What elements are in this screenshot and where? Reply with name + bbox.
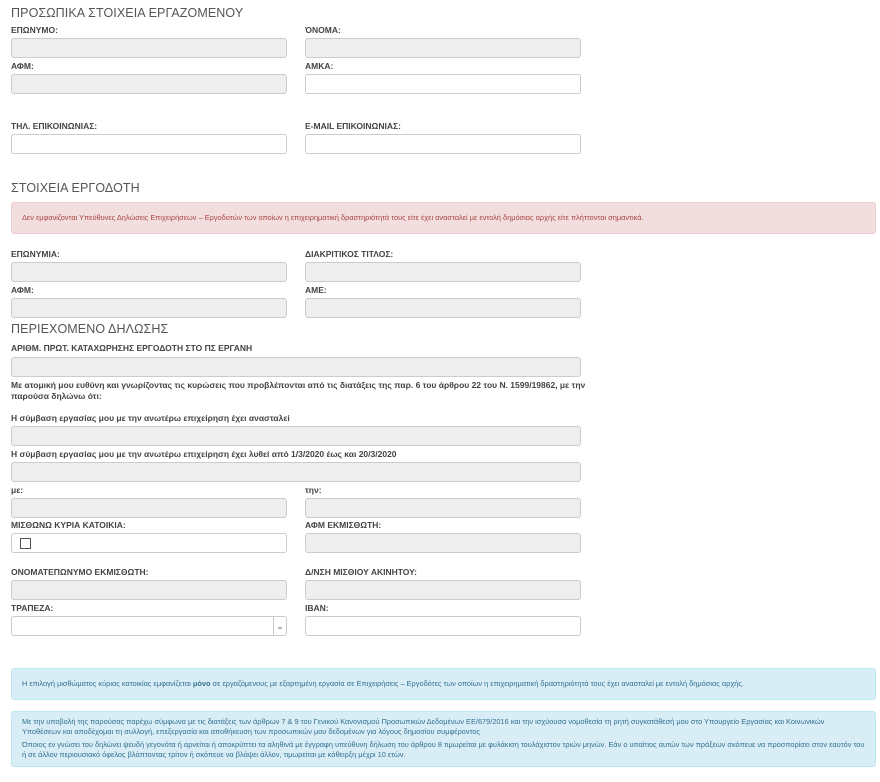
employer-ame-field[interactable]	[305, 298, 581, 318]
on-label: την:	[305, 485, 322, 495]
employer-name-label: ΕΠΩΝΥΜΙΑ:	[11, 249, 60, 259]
employee-email-label: E-MAIL ΕΠΙΚΟΙΝΩΝΙΑΣ:	[305, 121, 401, 131]
declaration-statement: Με ατομική μου ευθύνη και γνωρίζοντας τις κυρώσεις που προβλέπονται από τις διατάξεις της παρ. 6 του άρθρου 22 του Ν. 1599/19862, με την παρούσα δηλώνω ότι:	[11, 380, 586, 401]
iban-field[interactable]	[305, 616, 581, 636]
employee-phone-field[interactable]	[11, 134, 287, 154]
employer-afm-field[interactable]	[11, 298, 287, 318]
employee-email-field[interactable]	[305, 134, 581, 154]
employee-name-field[interactable]	[305, 38, 581, 58]
employer-section-heading: ΣΤΟΙΧΕΙΑ ΕΡΓΟΔΟΤΗ	[11, 181, 140, 195]
protocol-number-label: ΑΡΙΘΜ. ΠΡΩΤ. ΚΑΤΑΧΩΡΗΣΗΣ ΕΡΓΟΔΟΤΗ ΣΤΟ ΠΣ ΕΡΓΑΝΗ	[11, 343, 253, 353]
property-address-label: Δ/ΝΣΗ ΜΙΣΘΙΟΥ ΑΚΙΝΗΤΟΥ:	[305, 567, 418, 577]
contract-terminated-label: Η σύμβαση εργασίας μου με την ανωτέρω επιχείρηση έχει λυθεί από 1/3/2020 έως και 20/3/2020	[11, 449, 397, 459]
employee-afm-label: ΑΦΜ:	[11, 61, 34, 71]
contract-suspended-field[interactable]	[11, 426, 581, 446]
employer-afm-label: ΑΦΜ:	[11, 285, 34, 295]
employee-section-heading: ΠΡΟΣΩΠΙΚΑ ΣΤΟΙΧΕΙΑ ΕΡΓΑΖΟΜΕΝΟΥ	[11, 6, 244, 20]
landlord-afm-field[interactable]	[305, 533, 581, 553]
employer-name-field[interactable]	[11, 262, 287, 282]
on-date-field[interactable]	[305, 498, 581, 518]
with-label: με:	[11, 485, 24, 495]
property-address-field[interactable]	[305, 580, 581, 600]
gdpr-consent-text: Με την υποβολή της παρούσας παρέχω σύμφωνα με τις διατάξεις των άρθρων 7 & 9 του Γενικού Κανονισμού Προσωπικών Δεδομένων ΕΕ/679/2016 και την ισχύουσα νομοθεσία τη ρητή συγκατάθεσή μου στο Υπουργείο Εργασίας και Κοινωνικών Υποθέσεων και αποδέχομαι τη συλλογή, επεξεργασία και αποθήκευση των προσωπικών μου δεδομένων για λόγους δημοσίου συμφέροντος	[22, 717, 825, 736]
employee-amka-label: ΑΜΚΑ:	[305, 61, 334, 71]
contract-terminated-field[interactable]	[11, 462, 581, 482]
rent-info-text-a: Η επιλογή μισθώματος κύριας κατοικίας εμφανίζεται	[22, 679, 193, 688]
employer-title-field[interactable]	[305, 262, 581, 282]
declaration-section-heading: ΠΕΡΙΕΧΟΜΕΝΟ ΔΗΛΩΣΗΣ	[11, 322, 169, 336]
employer-ame-label: ΑΜΕ:	[305, 285, 327, 295]
employer-title-label: ΔΙΑΚΡΙΤΙΚΟΣ ΤΙΤΛΟΣ:	[305, 249, 394, 259]
false-declaration-warning-text: Όποιος εν γνώσει του δηλώνει ψευδή γεγονότα ή αρνείται ή αποκρύπτει τα αληθινά με έγγραφη υπεύθυνη δήλωση του άρθρου 8 τιμωρείται με φυλάκιση τουλάχιστον τριών μηνών. Εάν ο υπαίτιος αυτών των πράξεων σκόπευε να προσπορίσει στον εαυτόν του ή σε άλλον περιουσιακό όφελος βλάπτοντας τρίτον ή σκόπευε να βλάψει άλλον, τιμωρείται με κάθειρξη μέχρι 10 ετών.	[22, 740, 865, 759]
employee-amka-field[interactable]	[305, 74, 581, 94]
landlord-afm-label: ΑΦΜ ΕΚΜΙΣΘΩΤΗ:	[305, 520, 382, 530]
chevron-down-icon: ⌄	[273, 617, 286, 635]
employee-surname-label: ΕΠΩΝΥΜΟ:	[11, 25, 58, 35]
employee-phone-label: ΤΗΛ. ΕΠΙΚΟΙΝΩΝΙΑΣ:	[11, 121, 98, 131]
employer-warning-alert	[11, 202, 876, 234]
rent-info-text-b: σε εργαζόμενους με εξαρτημένη εργασία σε Επιχειρήσεις – Εργοδότες των οποίων η επιχειρηματική δραστηριότητά τους έχει ανασταλεί με εντολή δημόσιας αρχής.	[210, 679, 744, 688]
landlord-name-label: ΟΝΟΜΑΤΕΠΩΝΥΜΟ ΕΚΜΙΣΘΩΤΗ:	[11, 567, 149, 577]
employee-afm-field[interactable]	[11, 74, 287, 94]
protocol-number-field[interactable]	[11, 357, 581, 377]
rent-main-residence-label: ΜΙΣΘΩΝΩ ΚΥΡΙΑ ΚΑΤΟΙΚΙΑ:	[11, 520, 126, 530]
rent-checkbox-container	[11, 533, 287, 553]
employer-warning-text: Δεν εμφανίζονται Υπεύθυνες Δηλώσεις Επιχειρήσεων – Εργοδοτών των οποίων η επιχειρηματική δραστηριότητά τους είτε έχει ανασταλεί με εντολή δημόσιας αρχής είτε πλήττονται σημαντικά.	[22, 213, 644, 222]
iban-label: IBAN:	[305, 603, 329, 613]
landlord-name-field[interactable]	[11, 580, 287, 600]
employee-surname-field[interactable]	[11, 38, 287, 58]
employee-name-label: ΌΝΟΜΑ:	[305, 25, 341, 35]
with-field[interactable]	[11, 498, 287, 518]
rent-info-text-bold: μόνο	[192, 679, 211, 688]
bank-label: ΤΡΑΠΕΖΑ:	[11, 603, 54, 613]
rent-info-alert	[11, 668, 876, 700]
contract-suspended-label: Η σύμβαση εργασίας μου με την ανωτέρω επιχείρηση έχει ανασταλεί	[11, 413, 290, 423]
rent-main-residence-checkbox[interactable]	[20, 538, 31, 549]
legal-info-alert	[11, 711, 876, 767]
bank-select[interactable]	[11, 616, 287, 636]
